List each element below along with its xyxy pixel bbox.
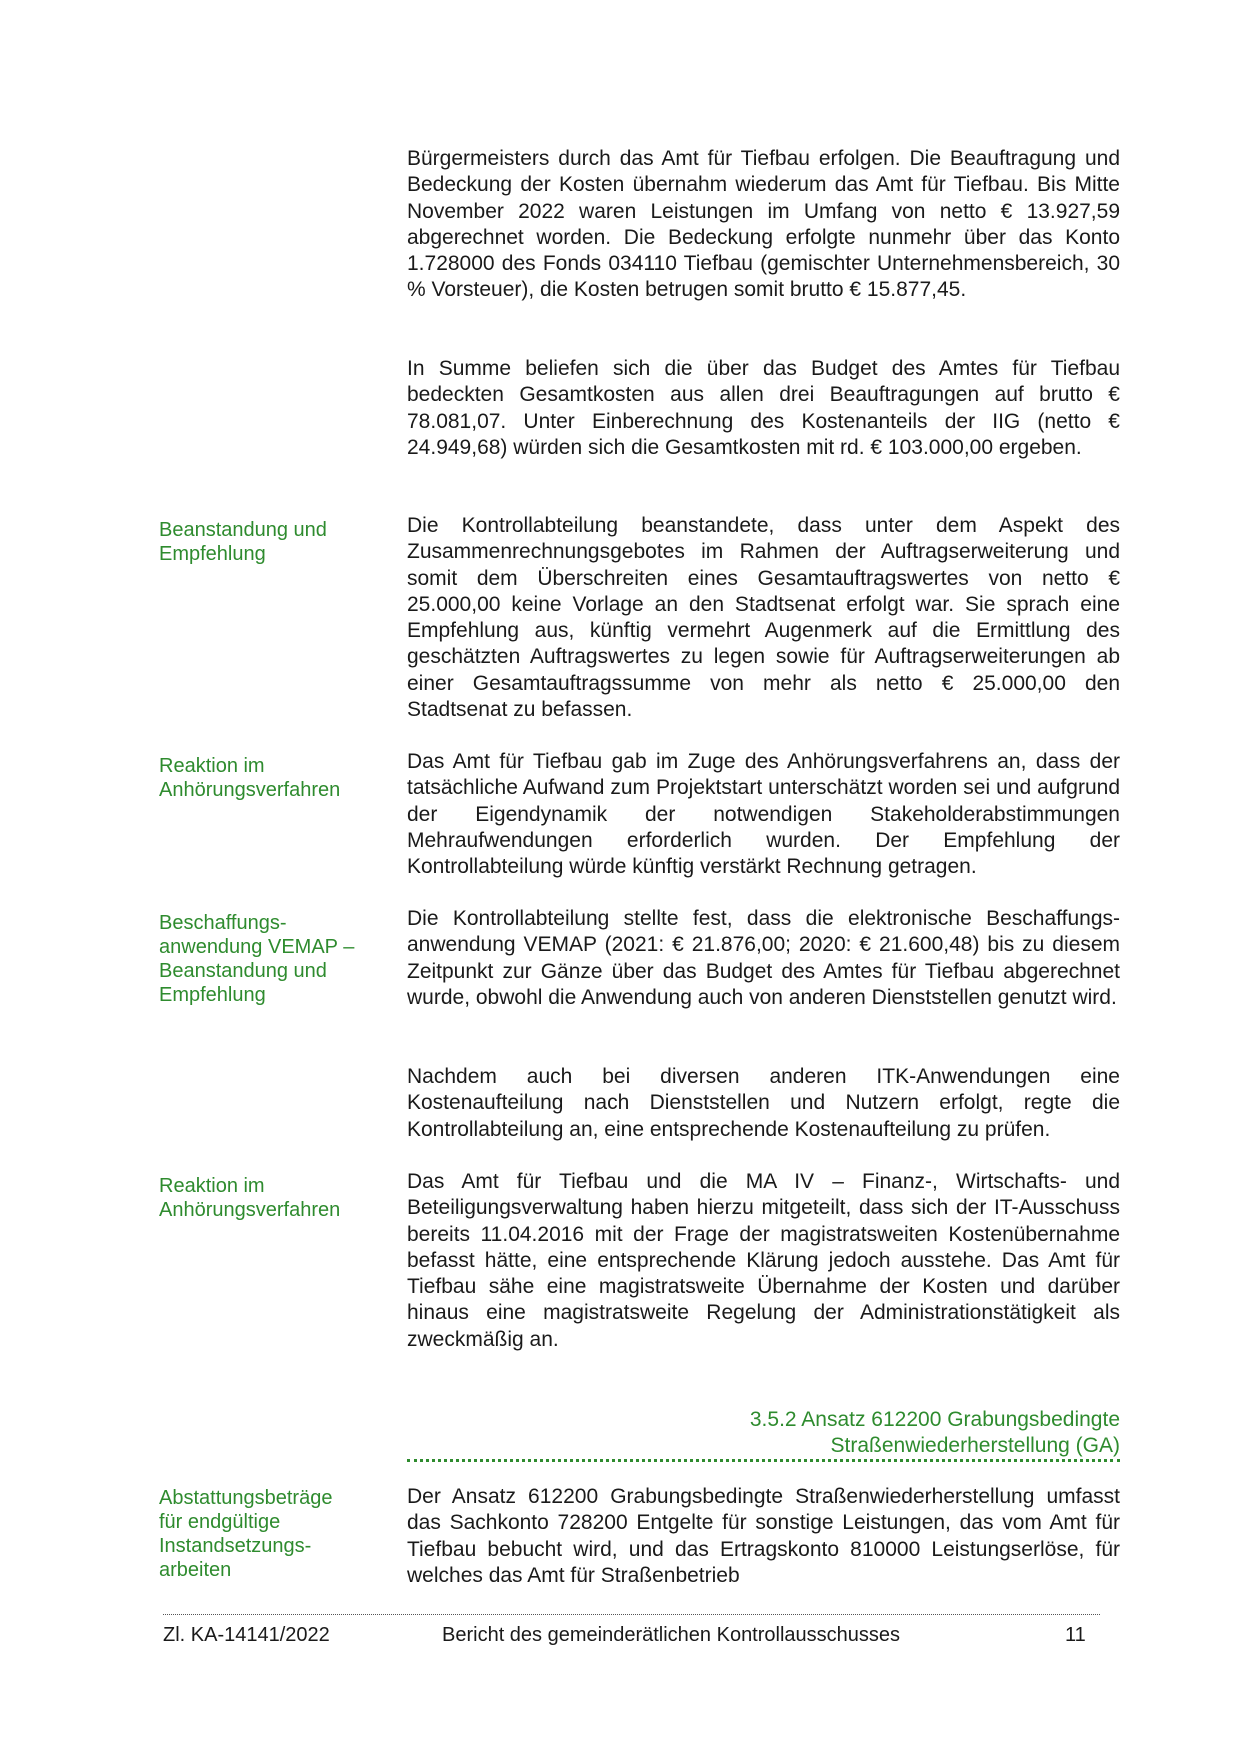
section-heading-line1: 3.5.2 Ansatz 612200 Grabungsbedingte — [749, 1408, 1120, 1431]
margin-note-complaint — [159, 518, 389, 566]
margin-note-line: Empfehlung — [159, 984, 266, 1006]
margin-note-line: Anhörungsverfahren — [159, 1199, 341, 1221]
margin-note-line: Instandsetzungs- — [159, 1535, 312, 1557]
paragraph-hearing-reaction: Das Amt für Tiefbau gab im Zuge des Anhörungsverfahrens an, dass der tatsächliche Aufwand zum Projektstart unterschätzt worden sei und aufgrund der Eigendynamik der notwendigen Stakeholderabstimmungen Mehraufwendungen erforderlich wurden. Der Empfehlung der Kontrollabteilung würde künftig verstärkt Rechnung getragen. — [407, 750, 1120, 879]
margin-note-line: arbeiten — [159, 1559, 232, 1581]
margin-note-vemap — [159, 911, 389, 1007]
margin-note-line: für endgültige — [159, 1511, 281, 1533]
paragraph-complaint-recommendation: Die Kontrollabteilung beanstandete, dass unter dem Aspekt des Zusammenrechnungsgebotes im Rahmen der Auftragserweiterung und somit dem Überschreiten eines Gesamtauftragswertes von netto € 25.000,00 keine Vorlage an den Stadtsenat erfolgt war. Sie sprach eine Empfehlung aus, künftig vermehrt Augenmerk auf die Ermittlung des geschätzten Auftragswertes zu legen sowie für Auftragserweiterungen ab einer Gesamtauftragssumme von mehr als netto € 25.000,00 den Stadtsenat zu befassen. — [407, 514, 1120, 722]
margin-note-line: Beanstandung und — [159, 960, 327, 982]
margin-note-line: Reaktion im — [159, 1175, 265, 1197]
footer-reference: Zl. KA-14141/2022 — [163, 1624, 330, 1646]
section-heading — [407, 1407, 1120, 1459]
section-heading-rule — [407, 1459, 1120, 1462]
paragraph-cost-coverage: Bürgermeisters durch das Amt für Tiefbau erfolgen. Die Beauftragung und Bedeckung der Kosten übernahm wiederum das Amt für Tiefbau. Bis Mitte November 2022 waren Leistungen im Umfang von netto € 13.927,59 abgerechnet worden. Die Bedeckung erfolgte nunmehr über das Konto 1.728000 des Fonds 034110 Tiefbau (gemischter Unternehmensbereich, 30 % Vorsteuer), die Kosten betrugen somit brutto € 15.877,45. — [407, 147, 1120, 302]
section-heading-line2: Straßenwiederherstellung (GA) — [830, 1434, 1120, 1457]
paragraph-approach-612200: Der Ansatz 612200 Grabungsbedingte Straßenwiederherstellung umfasst das Sachkonto 728200 Entgelte für sonstige Leistungen, das vom Amt für Tiefbau bebucht wird, und das Ertragskonto 810000 Leistungserlöse, für welches das Amt für Straßenbetrieb — [407, 1485, 1120, 1587]
paragraph-total-costs: In Summe beliefen sich die über das Budget des Amtes für Tiefbau bedeckten Gesamtkosten aus allen drei Beauftragungen auf brutto € 78.081,07. Unter Einberechnung des Kostenanteils der IIG (netto € 24.949,68) würden sich die Gesamtkosten mit rd. € 103.000,00 ergeben. — [407, 357, 1120, 459]
footer-rule — [163, 1614, 1100, 1615]
margin-note-line: Abstattungsbeträge — [159, 1487, 333, 1509]
paragraph-itk-cost-split: Nachdem auch bei diversen anderen ITK-Anwendungen eine Kostenaufteilung nach Dienststellen und Nutzern erfolgt, regte die Kontrollabteilung an, eine entsprechende Kostenaufteilung zu prüfen. — [407, 1065, 1120, 1141]
margin-note-hearing-reaction-2 — [159, 1174, 389, 1222]
paragraph-vemap: Die Kontrollabteilung stellte fest, dass die elektronische Beschaffungsanwendung VEMAP (2021: € 21.876,00; 2020: € 21.600,48) bis zu diesem Zeitpunkt zur Gänze über das Budget des Amtes für Tiefbau abgerechnet wurde, obwohl die Anwendung auch von anderen Dienststellen genutzt wird. — [407, 907, 1120, 1009]
footer-page-number: 11 — [1065, 1624, 1086, 1646]
margin-note-line: Beschaffungs- — [159, 912, 287, 934]
margin-note-line: Anhörungsverfahren — [159, 779, 341, 801]
footer-title: Bericht des gemeinderätlichen Kontrollausschusses — [442, 1624, 901, 1646]
paragraph-it-committee: Das Amt für Tiefbau und die MA IV – Finanz-, Wirtschafts- und Beteiligungsverwaltung haben hierzu mitgeteilt, dass sich der IT-Ausschuss bereits 11.04.2016 mit der Frage der magistratsweiten Kostenübernahme befasst hätte, eine entsprechende Klärung jedoch ausstehe. Das Amt für Tiefbau sähe eine magistratsweite Übernahme der Kosten und darüber hinaus eine magistratsweite Regelung der Administrationstätigkeit als zweckmäßig an. — [407, 1170, 1120, 1351]
margin-note-line: anwendung VEMAP – — [159, 936, 355, 958]
margin-note-line: Beanstandung und — [159, 519, 327, 541]
margin-note-line: Reaktion im — [159, 755, 265, 777]
margin-note-hearing-reaction — [159, 754, 389, 802]
margin-note-restitution — [159, 1486, 389, 1582]
margin-note-line: Empfehlung — [159, 543, 266, 565]
